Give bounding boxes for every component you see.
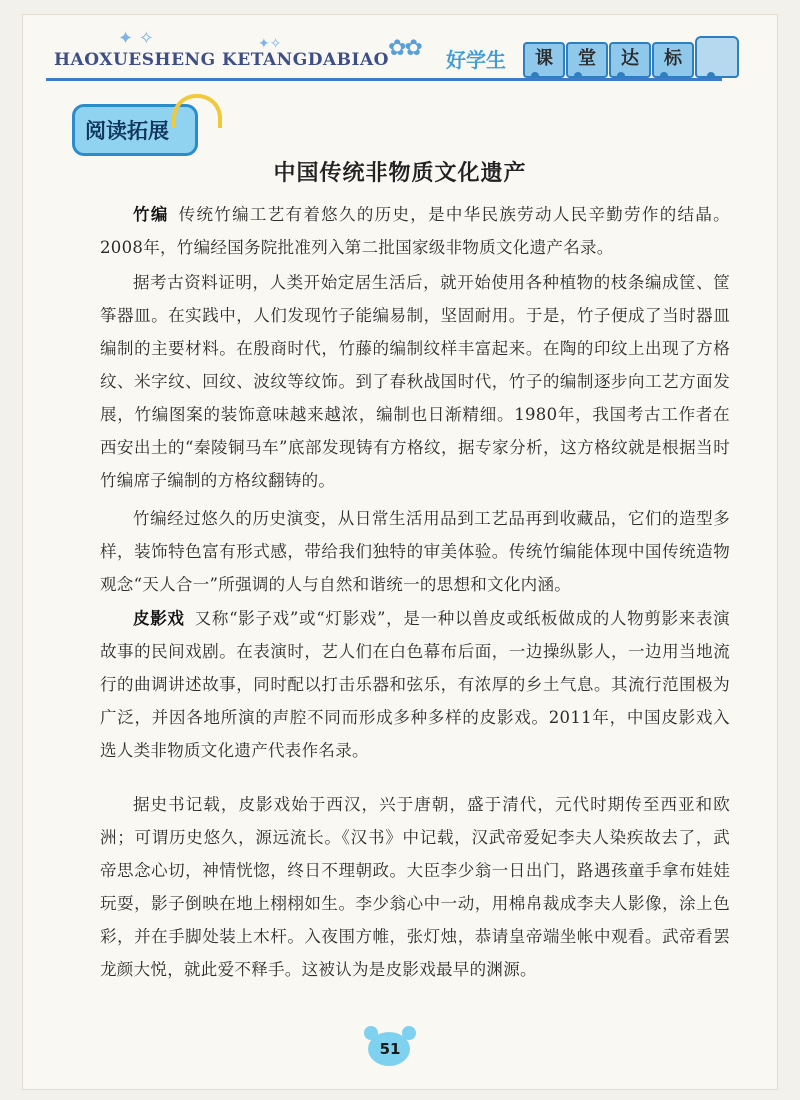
train-car: 标 bbox=[652, 42, 694, 78]
paragraph-text: 又称“影子戏”或“灯影戏”，是一种以兽皮或纸板做成的人物剪影来表演故事的民间戏剧。在表演时，艺人们在白色幕布后面，一边操纵影人，一边用当地流行的曲调讲述故事，同时配以打击乐器和弦乐，有浓厚的乡土气息。其流行范围极为广泛，并因各地所演的声腔不同而形成多种多样的皮影戏。2011年，中国皮影戏入选人类非物质文化遗产代表作名录。 bbox=[100, 609, 730, 760]
page-number: 51 bbox=[379, 1040, 401, 1058]
train-car: 堂 bbox=[566, 42, 608, 78]
article-paragraph bbox=[100, 602, 730, 767]
train-car: 达 bbox=[609, 42, 651, 78]
flower-icon: ✿✿ bbox=[388, 36, 421, 61]
star-icon: ✦✧ bbox=[258, 36, 282, 52]
paragraph-text: 据考古资料证明，人类开始定居生活后，就开始使用各种植物的枝条编成筐、筐筝器皿。在实践中，人们发现竹子能编易制，坚固耐用。于是，竹子便成了当时器皿编制的主要材料。在殷商时代，竹藤的编制纹样丰富起来。在陶的印纹上出现了方格纹、米字纹、回纹、波纹等纹饰。到了春秋战国时代，竹子的编制逐步向工艺方面发展，竹编图案的装饰意味越来越浓，编制也日渐精细。1980年，我国考古工作者在西安出土的“秦陵铜马车”底部发现铸有方格纹，据专家分析，这方格纹就是根据当时竹编席子编制的方格纹翻铸的。 bbox=[100, 273, 730, 490]
paragraph-term: 皮影戏 bbox=[133, 609, 185, 628]
page-number-badge bbox=[362, 1026, 418, 1072]
article-paragraph bbox=[100, 788, 730, 986]
paragraph-text: 据史书记载，皮影戏始于西汉，兴于唐朝，盛于清代，元代时期传至西亚和欧洲；可谓历史悠久，源远流长。《汉书》中记载，汉武帝爱妃李夫人染疾故去了，武帝思念心切，神情恍惚，终日不理朝政。大臣李少翁一日出门，路遇孩童手拿布娃娃玩耍，影子倒映在地上栩栩如生。李少翁心中一动，用棉帛裁成李夫人影像，涂上色彩，并在手脚处装上木杆。入夜围方帷，张灯烛，恭请皇帝端坐帐中观看。武帝看罢龙颜大悦，就此爱不释手。这被认为是皮影戏最早的渊源。 bbox=[100, 795, 730, 979]
paragraph-term: 竹编 bbox=[133, 205, 169, 224]
section-badge-label: 阅读拓展 bbox=[85, 119, 169, 143]
paragraph-text: 竹编经过悠久的历史演变，从日常生活用品到工艺品再到收藏品，它们的造型多样，装饰特色富有形式感，带给我们独特的审美体验。传统竹编能体现中国传统造物观念“天人合一”所强调的人与自然和谐统一的思想和文化内涵。 bbox=[100, 509, 730, 594]
article-paragraph bbox=[100, 266, 730, 497]
article-paragraph bbox=[100, 502, 730, 601]
train-engine-icon bbox=[695, 36, 739, 78]
train-graphic bbox=[523, 34, 738, 80]
article-paragraph bbox=[100, 198, 730, 264]
article-title: 中国传统非物质文化遗产 bbox=[273, 161, 527, 186]
header-pinyin: HAOXUESHENG KETANGDABIAO bbox=[54, 50, 389, 70]
paragraph-text: 传统竹编工艺有着悠久的历史，是中华民族劳动人民辛勤劳作的结晶。2008年，竹编经国务院批准列入第二批国家级非物质文化遗产名录。 bbox=[100, 205, 730, 257]
header-divider bbox=[46, 78, 722, 81]
train-car: 课 bbox=[523, 42, 565, 78]
star-icon: ✦ ✧ bbox=[118, 28, 154, 49]
header-brand: 好学生 bbox=[446, 48, 506, 72]
